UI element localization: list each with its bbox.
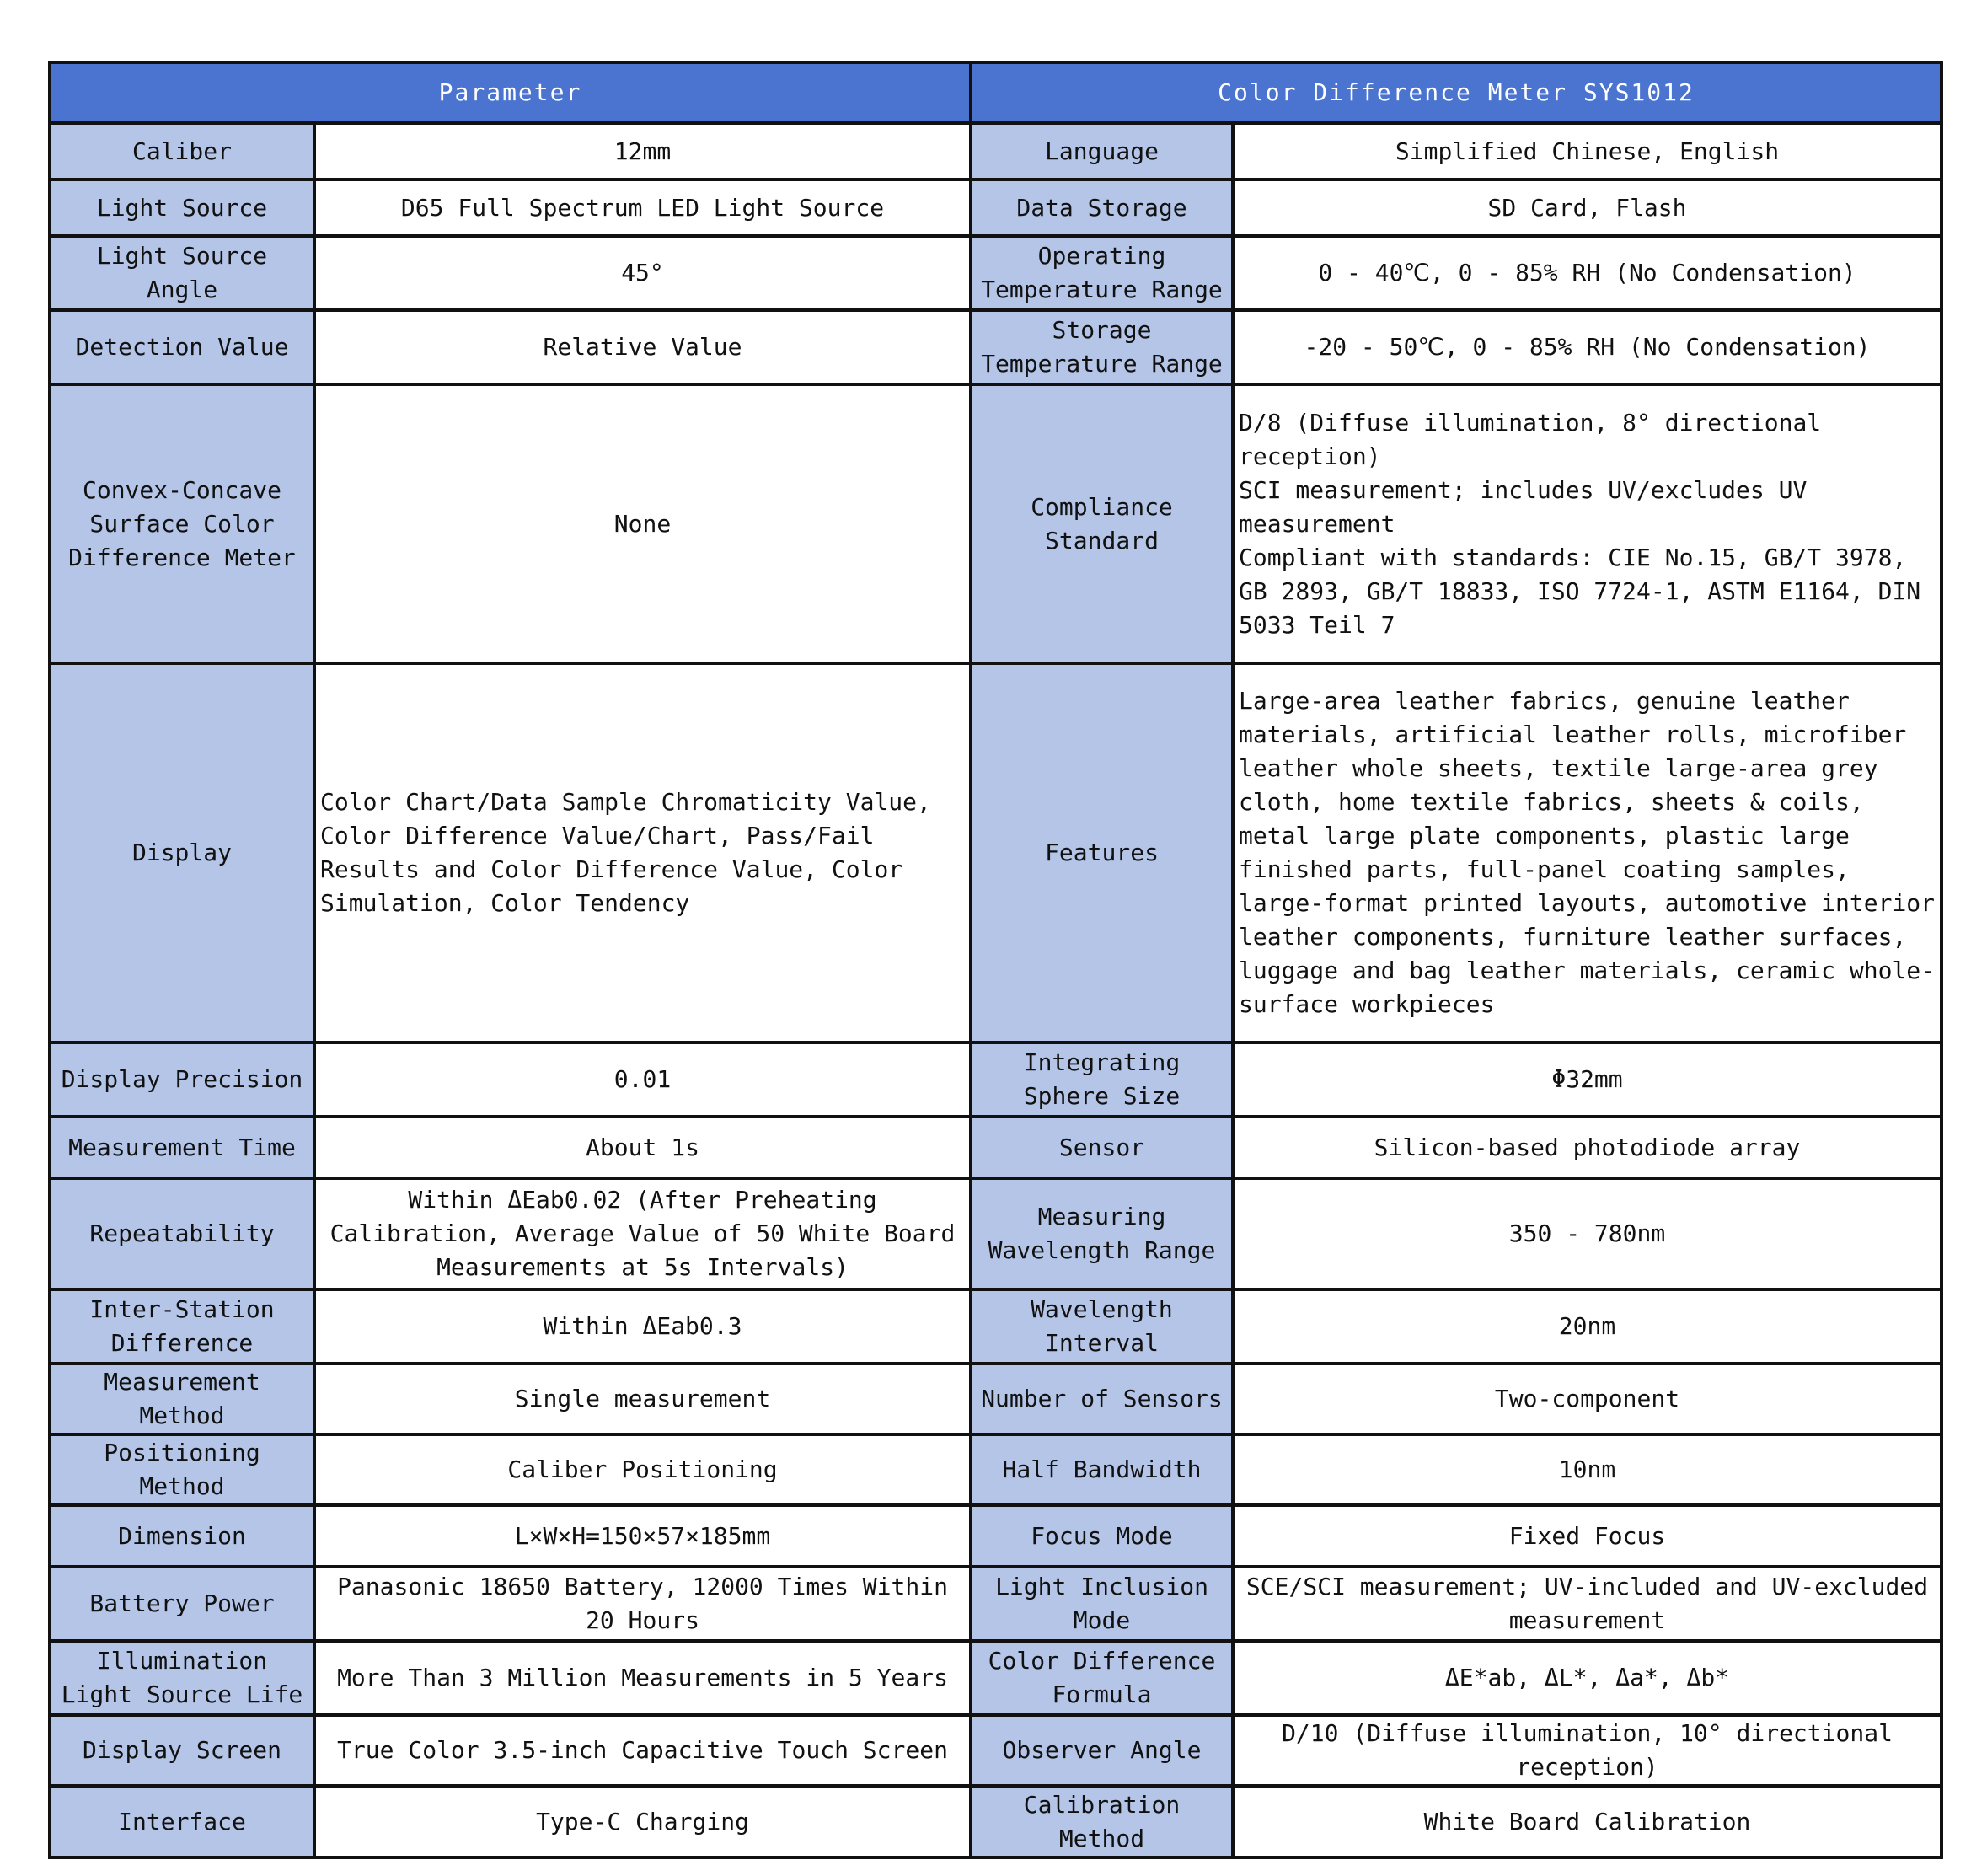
table-row	[50, 310, 1941, 384]
param-label: Positioning Method	[50, 1434, 314, 1505]
param-label: Measurement Time	[50, 1117, 314, 1178]
param-label: Detection Value	[50, 310, 314, 384]
param-value: True Color 3.5-inch Capacitive Touch Screen	[314, 1715, 971, 1786]
param-label: Interface	[50, 1786, 314, 1857]
table-row	[50, 1505, 1941, 1567]
table-row	[50, 1117, 1941, 1178]
param-label: Language	[971, 123, 1233, 180]
param-value: 10nm	[1233, 1434, 1941, 1505]
param-value: Caliber Positioning	[314, 1434, 971, 1505]
param-label: Display Precision	[50, 1043, 314, 1117]
param-value: Silicon-based photodiode array	[1233, 1117, 1941, 1178]
param-value: About 1s	[314, 1117, 971, 1178]
param-value: Type-C Charging	[314, 1786, 971, 1857]
param-label: Compliance Standard	[971, 384, 1233, 663]
param-value: Within ΔEab0.02 (After Preheating Calibration, Average Value of 50 White Board Measurements at 5s Intervals)	[314, 1178, 971, 1289]
table-row	[50, 1178, 1941, 1289]
param-value: 12mm	[314, 123, 971, 180]
param-value: Large-area leather fabrics, genuine leather materials, artificial leather rolls, microfiber leather whole sheets, textile large-area grey cloth, home textile fabrics, sheets & coils, metal large plate components, plastic large finished parts, full-panel coating samples, large-format printed layouts, automotive interior leather components, furniture leather surfaces, luggage and bag leather materials, ceramic whole-surface workpieces	[1233, 663, 1941, 1043]
param-value: Panasonic 18650 Battery, 12000 Times Within 20 Hours	[314, 1567, 971, 1641]
param-label: Color Difference Formula	[971, 1641, 1233, 1715]
header-product: Color Difference Meter SYS1012	[971, 62, 1941, 123]
table-row	[50, 1567, 1941, 1641]
param-value: 350 - 780nm	[1233, 1178, 1941, 1289]
param-label: Number of Sensors	[971, 1364, 1233, 1434]
param-value: 45°	[314, 236, 971, 310]
param-value: Single measurement	[314, 1364, 971, 1434]
param-value: White Board Calibration	[1233, 1786, 1941, 1857]
param-label: Sensor	[971, 1117, 1233, 1178]
param-label: Half Bandwidth	[971, 1434, 1233, 1505]
table-row	[50, 1786, 1941, 1857]
table-row	[50, 1434, 1941, 1505]
param-value: Φ32mm	[1233, 1043, 1941, 1117]
param-value: Color Chart/Data Sample Chromaticity Value, Color Difference Value/Chart, Pass/Fail Results and Color Difference Value, Color Simulation, Color Tendency	[314, 663, 971, 1043]
param-value: D/10 (Diffuse illumination, 10° directional reception)	[1233, 1715, 1941, 1786]
table-row	[50, 1364, 1941, 1434]
table-row	[50, 1715, 1941, 1786]
param-value: D65 Full Spectrum LED Light Source	[314, 180, 971, 236]
param-value: 0.01	[314, 1043, 971, 1117]
param-value: Two-component	[1233, 1364, 1941, 1434]
param-label: Display Screen	[50, 1715, 314, 1786]
param-label: Inter-Station Difference	[50, 1289, 314, 1364]
param-label: Display	[50, 663, 314, 1043]
table-row	[50, 236, 1941, 310]
param-label: Wavelength Interval	[971, 1289, 1233, 1364]
param-value: 20nm	[1233, 1289, 1941, 1364]
param-label: Light Source Angle	[50, 236, 314, 310]
param-label: Observer Angle	[971, 1715, 1233, 1786]
param-label: Convex-Concave Surface Color Difference Meter	[50, 384, 314, 663]
param-value: ΔE*ab, ΔL*, Δa*, Δb*	[1233, 1641, 1941, 1715]
param-label: Calibration Method	[971, 1786, 1233, 1857]
parameter-table	[48, 61, 1943, 1859]
table-row	[50, 123, 1941, 180]
param-value: SD Card, Flash	[1233, 180, 1941, 236]
param-value: -20 - 50℃, 0 - 85% RH (No Condensation)	[1233, 310, 1941, 384]
param-label: Repeatability	[50, 1178, 314, 1289]
table-header-row	[50, 62, 1941, 123]
param-value: L×W×H=150×57×185mm	[314, 1505, 971, 1567]
param-value: 0 - 40℃, 0 - 85% RH (No Condensation)	[1233, 236, 1941, 310]
param-label: Integrating Sphere Size	[971, 1043, 1233, 1117]
table-row	[50, 663, 1941, 1043]
param-label: Caliber	[50, 123, 314, 180]
param-label: Dimension	[50, 1505, 314, 1567]
param-value: Fixed Focus	[1233, 1505, 1941, 1567]
param-value: None	[314, 384, 971, 663]
param-value: More Than 3 Million Measurements in 5 Years	[314, 1641, 971, 1715]
param-label: Light Source	[50, 180, 314, 236]
param-label: Illumination Light Source Life	[50, 1641, 314, 1715]
param-label: Focus Mode	[971, 1505, 1233, 1567]
param-value: Relative Value	[314, 310, 971, 384]
table-row	[50, 180, 1941, 236]
param-label: Data Storage	[971, 180, 1233, 236]
param-label: Measuring Wavelength Range	[971, 1178, 1233, 1289]
table-row	[50, 1641, 1941, 1715]
param-label: Light Inclusion Mode	[971, 1567, 1233, 1641]
param-label: Storage Temperature Range	[971, 310, 1233, 384]
param-value: Simplified Chinese, English	[1233, 123, 1941, 180]
table-row	[50, 1289, 1941, 1364]
param-value: D/8 (Diffuse illumination, 8° directional reception) SCI measurement; includes UV/excludes UV measurement Compliant with standards: CIE No.15, GB/T 3978, GB 2893, GB/T 18833, ISO 7724-1, ASTM E1164, DIN 5033 Teil 7	[1233, 384, 1941, 663]
param-value: SCE/SCI measurement; UV-included and UV-excluded measurement	[1233, 1567, 1941, 1641]
param-label: Battery Power	[50, 1567, 314, 1641]
table-row	[50, 384, 1941, 663]
param-label: Operating Temperature Range	[971, 236, 1233, 310]
param-label: Measurement Method	[50, 1364, 314, 1434]
table-row	[50, 1043, 1941, 1117]
param-value: Within ΔEab0.3	[314, 1289, 971, 1364]
param-label: Features	[971, 663, 1233, 1043]
header-parameter: Parameter	[50, 62, 971, 123]
